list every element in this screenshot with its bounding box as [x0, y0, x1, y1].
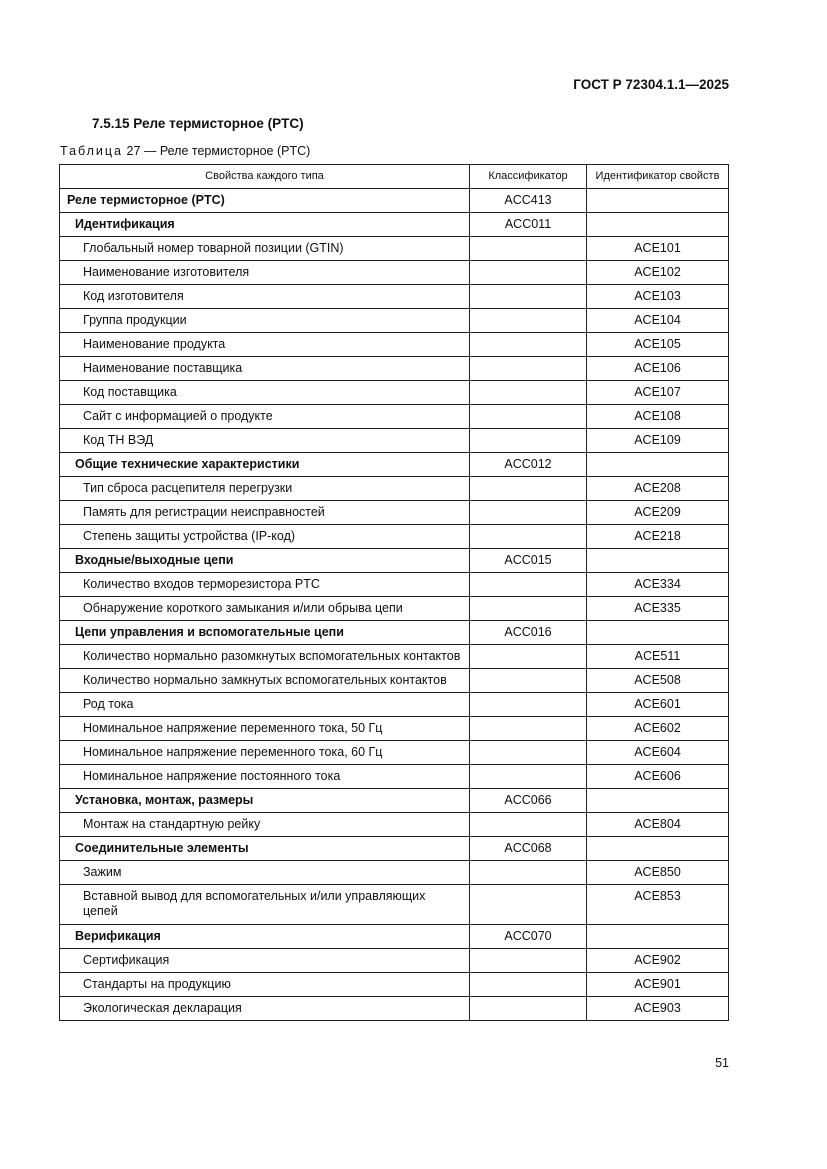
property-id-cell: ACE104 — [587, 309, 729, 333]
classifier-cell — [470, 645, 587, 669]
table-row — [60, 309, 729, 333]
property-id-cell: ACE209 — [587, 501, 729, 525]
table-row — [60, 213, 729, 237]
property-name-cell: Сертификация — [60, 949, 470, 973]
property-name-cell: Номинальное напряжение переменного тока, 50 Гц — [60, 717, 470, 741]
table-row — [60, 813, 729, 837]
property-id-cell: ACE107 — [587, 381, 729, 405]
page-number: 51 — [715, 1056, 729, 1070]
property-name-cell: Группа продукции — [60, 309, 470, 333]
property-name-cell: Сайт с информацией о продукте — [60, 405, 470, 429]
property-name-cell: Количество нормально разомкнутых вспомогательных контактов — [60, 645, 470, 669]
document-code: ГОСТ Р 72304.1.1—2025 — [573, 77, 729, 92]
table-header-row — [60, 165, 729, 189]
property-id-cell: ACE853 — [587, 885, 729, 925]
property-id-cell: ACE508 — [587, 669, 729, 693]
table-row — [60, 549, 729, 573]
table-row — [60, 453, 729, 477]
property-name-cell: Количество нормально замкнутых вспомогательных контактов — [60, 669, 470, 693]
classifier-cell — [470, 357, 587, 381]
property-id-cell — [587, 549, 729, 573]
classifier-cell — [470, 237, 587, 261]
classifier-cell: ACC012 — [470, 453, 587, 477]
classifier-cell — [470, 973, 587, 997]
classifier-cell — [470, 997, 587, 1021]
classifier-cell: ACC011 — [470, 213, 587, 237]
property-id-cell — [587, 621, 729, 645]
classifier-cell — [470, 333, 587, 357]
table-caption-text: 27 — Реле термисторное (PTC) — [126, 144, 311, 158]
property-id-cell — [587, 789, 729, 813]
properties-table — [59, 164, 729, 1021]
property-id-cell — [587, 453, 729, 477]
property-id-cell: ACE902 — [587, 949, 729, 973]
table-row — [60, 189, 729, 213]
table-row — [60, 477, 729, 501]
classifier-cell — [470, 477, 587, 501]
group-name-cell: Входные/выходные цепи — [60, 549, 470, 573]
table-row — [60, 861, 729, 885]
table-row — [60, 573, 729, 597]
classifier-cell: ACC413 — [470, 189, 587, 213]
group-name-cell: Общие технические характеристики — [60, 453, 470, 477]
table-row — [60, 501, 729, 525]
property-name-cell: Наименование продукта — [60, 333, 470, 357]
classifier-cell — [470, 861, 587, 885]
property-name-cell: Глобальный номер товарной позиции (GTIN) — [60, 237, 470, 261]
table-row — [60, 885, 729, 925]
property-id-cell: ACE850 — [587, 861, 729, 885]
property-name-cell: Код изготовителя — [60, 285, 470, 309]
property-id-cell — [587, 189, 729, 213]
table-row — [60, 789, 729, 813]
property-name-cell: Зажим — [60, 861, 470, 885]
group-name-cell: Верификация — [60, 925, 470, 949]
property-name-cell: Наименование изготовителя — [60, 261, 470, 285]
section-title: 7.5.15 Реле термисторное (PTC) — [92, 116, 304, 131]
classifier-cell — [470, 429, 587, 453]
classifier-cell — [470, 813, 587, 837]
group-name-cell: Идентификация — [60, 213, 470, 237]
table-row — [60, 973, 729, 997]
classifier-cell — [470, 261, 587, 285]
property-id-cell: ACE109 — [587, 429, 729, 453]
classifier-cell: ACC070 — [470, 925, 587, 949]
classifier-cell: ACC015 — [470, 549, 587, 573]
property-id-cell: ACE903 — [587, 997, 729, 1021]
property-id-cell: ACE604 — [587, 741, 729, 765]
property-id-cell: ACE208 — [587, 477, 729, 501]
property-id-cell — [587, 213, 729, 237]
property-id-cell: ACE601 — [587, 693, 729, 717]
header-property-id: Идентификатор свойств — [587, 165, 729, 189]
classifier-cell — [470, 597, 587, 621]
classifier-cell — [470, 405, 587, 429]
table-row — [60, 997, 729, 1021]
table-caption — [60, 144, 310, 158]
classifier-cell — [470, 381, 587, 405]
property-id-cell: ACE511 — [587, 645, 729, 669]
property-id-cell: ACE901 — [587, 973, 729, 997]
classifier-cell — [470, 285, 587, 309]
group-name-cell: Соединительные элементы — [60, 837, 470, 861]
classifier-cell — [470, 525, 587, 549]
table-row — [60, 717, 729, 741]
table-row — [60, 765, 729, 789]
classifier-cell — [470, 693, 587, 717]
group-name-cell: Установка, монтаж, размеры — [60, 789, 470, 813]
property-id-cell: ACE102 — [587, 261, 729, 285]
header-properties: Свойства каждого типа — [60, 165, 470, 189]
table-row — [60, 525, 729, 549]
header-classifier: Классификатор — [470, 165, 587, 189]
property-name-cell: Код ТН ВЭД — [60, 429, 470, 453]
group-name-cell: Цепи управления и вспомогательные цепи — [60, 621, 470, 645]
property-id-cell: ACE335 — [587, 597, 729, 621]
classifier-cell — [470, 573, 587, 597]
table-row — [60, 949, 729, 973]
classifier-cell: ACC068 — [470, 837, 587, 861]
classifier-cell — [470, 741, 587, 765]
property-id-cell: ACE103 — [587, 285, 729, 309]
table-row — [60, 429, 729, 453]
property-id-cell: ACE602 — [587, 717, 729, 741]
table-row — [60, 237, 729, 261]
property-name-cell: Код поставщика — [60, 381, 470, 405]
classifier-cell — [470, 949, 587, 973]
table-row — [60, 405, 729, 429]
property-id-cell: ACE334 — [587, 573, 729, 597]
group-name-cell: Реле термисторное (PTC) — [60, 189, 470, 213]
table-row — [60, 381, 729, 405]
property-name-cell: Вставной вывод для вспомогательных и/или управляющих цепей — [60, 885, 470, 925]
table-row — [60, 925, 729, 949]
property-id-cell: ACE218 — [587, 525, 729, 549]
property-name-cell: Экологическая декларация — [60, 997, 470, 1021]
classifier-cell — [470, 501, 587, 525]
property-id-cell: ACE108 — [587, 405, 729, 429]
property-name-cell: Номинальное напряжение постоянного тока — [60, 765, 470, 789]
property-name-cell: Стандарты на продукцию — [60, 973, 470, 997]
classifier-cell — [470, 885, 587, 925]
property-name-cell: Номинальное напряжение переменного тока, 60 Гц — [60, 741, 470, 765]
property-id-cell — [587, 925, 729, 949]
table-row — [60, 741, 729, 765]
property-name-cell: Степень защиты устройства (IP-код) — [60, 525, 470, 549]
table-row — [60, 357, 729, 381]
property-name-cell: Монтаж на стандартную рейку — [60, 813, 470, 837]
property-name-cell: Род тока — [60, 693, 470, 717]
classifier-cell — [470, 669, 587, 693]
table-row — [60, 597, 729, 621]
property-name-cell: Обнаружение короткого замыкания и/или обрыва цепи — [60, 597, 470, 621]
property-name-cell: Наименование поставщика — [60, 357, 470, 381]
property-id-cell: ACE606 — [587, 765, 729, 789]
property-name-cell: Память для регистрации неисправностей — [60, 501, 470, 525]
property-id-cell — [587, 837, 729, 861]
classifier-cell — [470, 717, 587, 741]
property-name-cell: Количество входов терморезистора PTC — [60, 573, 470, 597]
property-id-cell: ACE804 — [587, 813, 729, 837]
table-row — [60, 261, 729, 285]
table-row — [60, 669, 729, 693]
property-id-cell: ACE106 — [587, 357, 729, 381]
classifier-cell — [470, 765, 587, 789]
table-row — [60, 285, 729, 309]
table-caption-label: Таблица — [60, 144, 124, 158]
classifier-cell — [470, 309, 587, 333]
table-row — [60, 837, 729, 861]
table-row — [60, 693, 729, 717]
classifier-cell: ACC066 — [470, 789, 587, 813]
table-row — [60, 645, 729, 669]
property-id-cell: ACE105 — [587, 333, 729, 357]
property-name-cell: Тип сброса расцепителя перегрузки — [60, 477, 470, 501]
table-row — [60, 621, 729, 645]
property-id-cell: ACE101 — [587, 237, 729, 261]
classifier-cell: ACC016 — [470, 621, 587, 645]
table-row — [60, 333, 729, 357]
